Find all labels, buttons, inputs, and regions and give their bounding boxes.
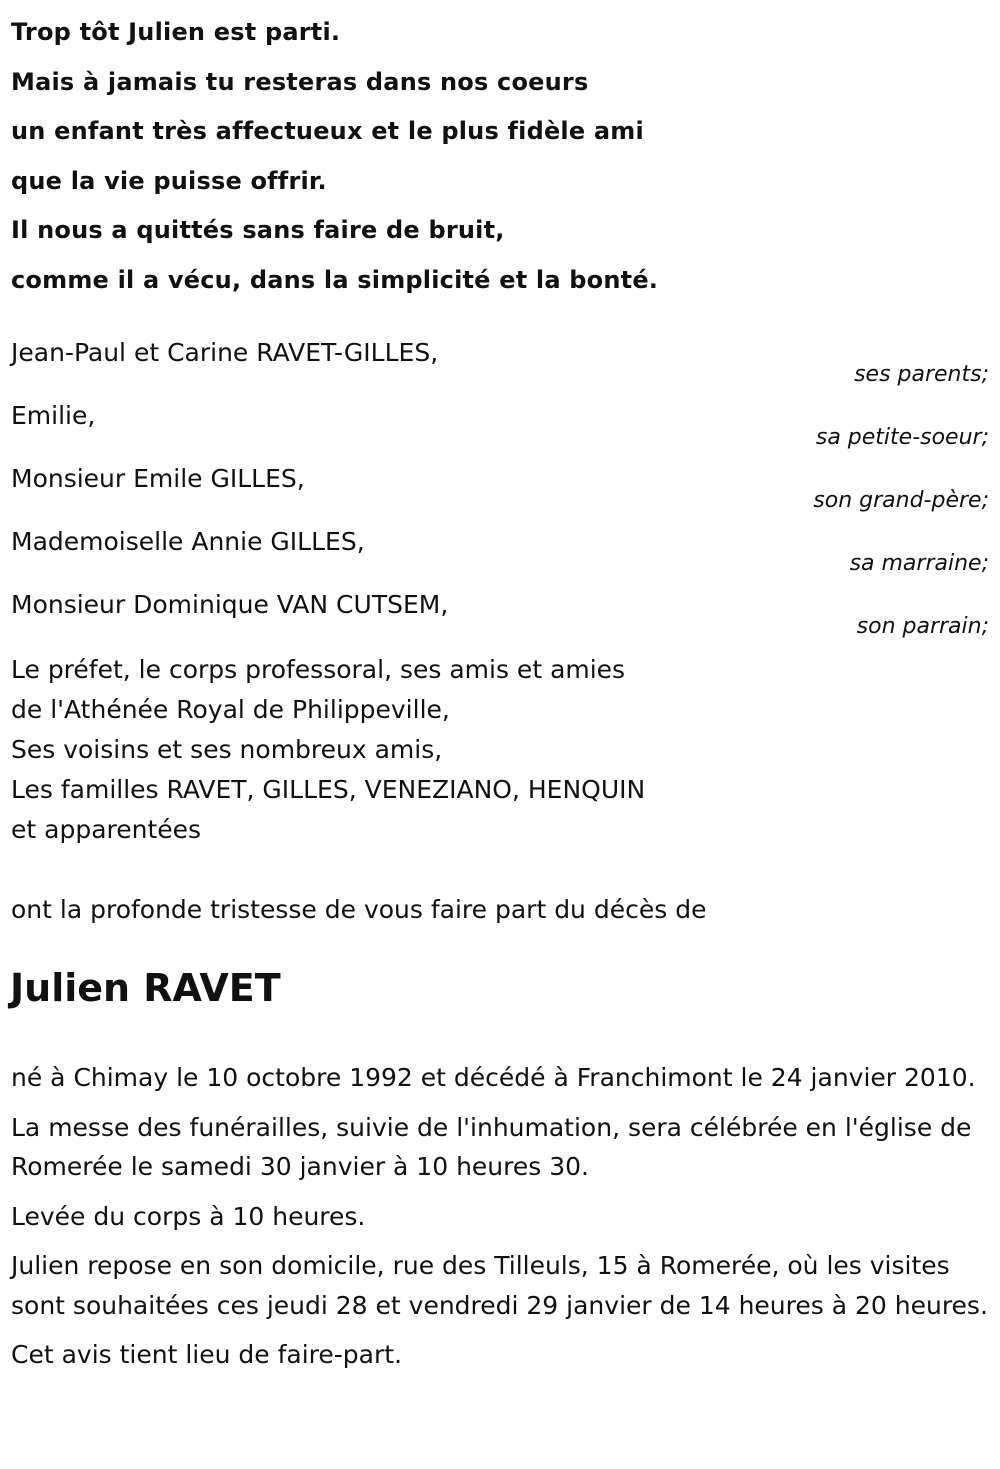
notice-statement: Cet avis tient lieu de faire-part. [11, 1340, 403, 1369]
poem-line: un enfant très affectueux et le plus fidèle ami [11, 117, 644, 145]
mourners-line: Les familles RAVET, GILLES, VENEZIANO, HENQUIN [11, 775, 646, 804]
poem-line: que la vie puisse offrir. [11, 166, 327, 195]
family-entry-godmother [11, 526, 989, 588]
funeral-details [11, 1058, 991, 1385]
poem-line: Il nous a quittés sans faire de bruit, [11, 216, 505, 244]
family-member-relation: sa petite-soeur; [815, 425, 989, 450]
mourners-line: de l'Athénée Royal de Philippeville, [11, 695, 450, 724]
mourners-line: Le préfet, le corps professoral, ses amis et amies [11, 655, 626, 684]
poem-line: comme il a vécu, dans la simplicité et la bonté. [11, 265, 659, 294]
body-removal-info: Levée du corps à 10 heures. [11, 1201, 366, 1231]
announcement: ont la profonde tristesse de vous faire part du décès de [11, 895, 707, 924]
family-entry-sister [11, 400, 989, 462]
deceased-name: Julien RAVET [10, 966, 281, 1010]
poem [11, 8, 771, 305]
family-member-name: Emilie, [11, 401, 96, 430]
family-member-name: Monsieur Emile GILLES, [11, 464, 305, 493]
mourners-line: Ses voisins et ses nombreux amis, [11, 735, 443, 764]
funeral-mass-info: La messe des funérailles, suivie de l'inhumation, sera célébrée en l'église de Romerée le samedi 30 janvier à 10 heures 30. [11, 1112, 972, 1181]
family-member-name: Jean-Paul et Carine RAVET-GILLES, [11, 338, 439, 367]
family-entry-godfather [11, 589, 989, 651]
family-member-relation: son grand-père; [813, 488, 989, 513]
poem-line: Mais à jamais tu resteras dans nos coeurs [11, 67, 589, 96]
family-member-relation: son parrain; [856, 614, 989, 639]
poem-line: Trop tôt Julien est parti. [11, 18, 341, 46]
family-member-name: Monsieur Dominique VAN CUTSEM, [11, 590, 449, 619]
visitation-info: Julien repose en son domicile, rue des Tilleuls, 15 à Romerée, où les visites sont souhaitées ces jeudi 28 et vendredi 29 janvier de 14 heures à 20 heures. [11, 1251, 988, 1320]
family-member-relation: sa marraine; [849, 551, 989, 576]
birth-death-info: né à Chimay le 10 octobre 1992 et décédé à Franchimont le 24 janvier 2010. [11, 1063, 976, 1092]
mourners-line: et apparentées [11, 815, 202, 844]
family-member-relation: ses parents; [854, 362, 989, 387]
family-member-name: Mademoiselle Annie GILLES, [11, 527, 365, 556]
other-mourners [11, 650, 771, 850]
family-entry-grandfather [11, 463, 989, 525]
family-entry-parents [11, 337, 989, 399]
